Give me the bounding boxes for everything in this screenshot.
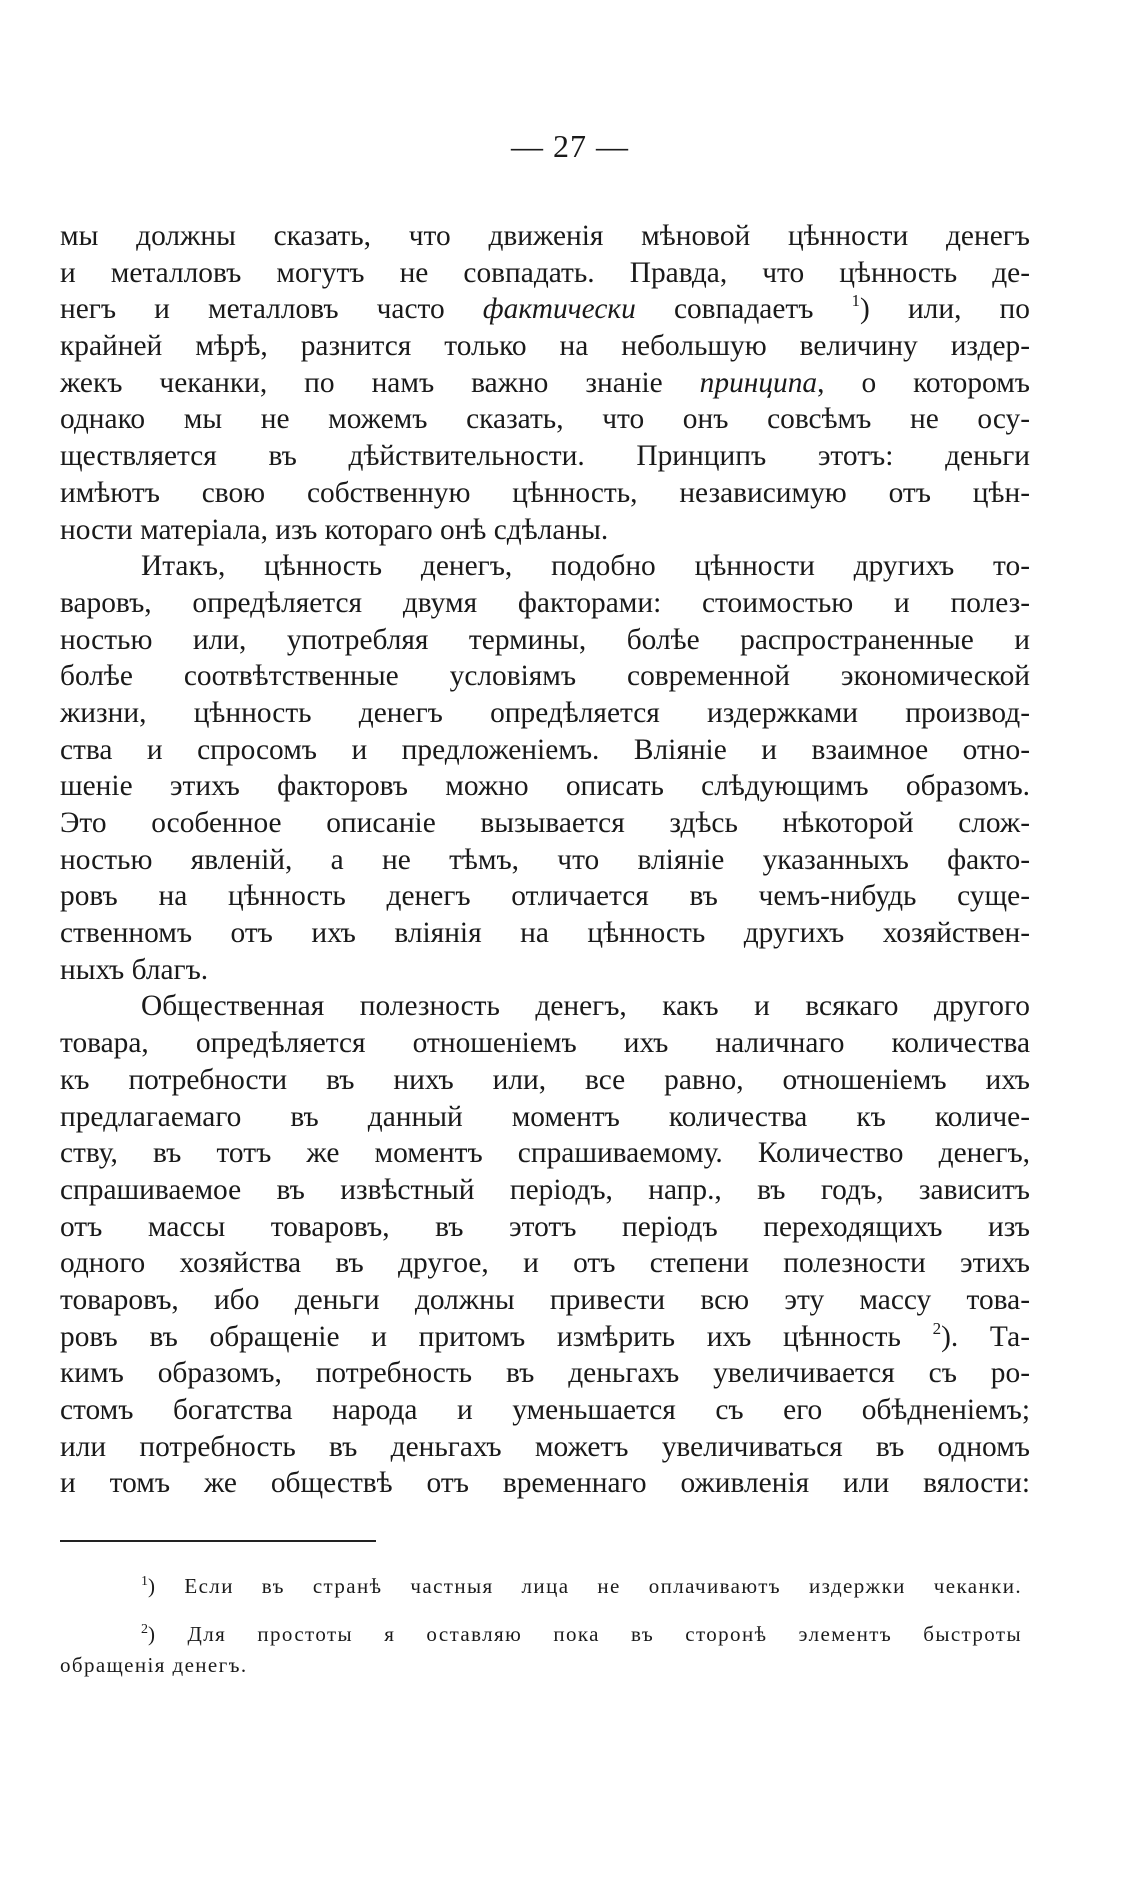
text-fragment: жекъ чеканки, по намъ важно знаніе [60,366,663,399]
footnote-1 [60,1571,1022,1602]
text-line: одного хозяйства въ другое, и отъ степени полезности этихъ [60,1247,1030,1280]
text-line: ностью явленій, а не тѣмъ, что вліяніе указанныхъ факто- [60,843,1030,876]
text-line: кимъ образомъ, потребность въ деньгахъ увеличивается съ ро- [60,1357,1030,1390]
text-fragment: ) или, по [860,293,1030,326]
text-line: Общественная полезность денегъ, какъ и всякаго другого [141,990,1030,1023]
text-fragment: , о которомъ [817,366,1030,399]
text-line: крайней мѣрѣ, разнится только на небольшую величину издер- [60,330,1030,363]
text-line: спрашиваемое въ извѣстный періодъ, напр., въ годъ, зависитъ [60,1173,1030,1206]
footnote-mark: 2 [141,1622,148,1637]
text-fragment: ). Та- [941,1320,1030,1353]
footnote-text: ) Если въ странѣ частныя лица не оплачиваютъ издержки чеканки. [148,1574,1022,1598]
text-line: ства и спросомъ и предложеніемъ. Вліяніе и взаимное отно- [60,733,1030,766]
italic-emphasis: принципа [699,366,818,399]
footnote-divider [60,1540,376,1542]
text-line: однако мы не можемъ сказать, что онъ совсѣмъ не осу- [60,403,1030,436]
text-line: имѣютъ свою собственную цѣнность, независимую отъ цѣн- [60,476,1030,509]
text-fragment: негъ и металловъ часто [60,293,445,326]
footnote-ref-2[interactable]: 2 [932,1318,942,1338]
page-number: — 27 — [511,128,629,164]
text-line: ществляется въ дѣйствительности. Принципъ этотъ: деньги [60,440,1030,473]
text-line: ственномъ отъ ихъ вліянія на цѣнность другихъ хозяйствен- [60,917,1030,950]
text-line: и металловъ могутъ не совпадать. Правда, что цѣнность де- [60,256,1030,289]
text-line: предлагаемаго въ данный моментъ количества къ количе- [60,1100,1030,1133]
text-line: или потребность въ деньгахъ можетъ увеличиваться въ одномъ [60,1430,1030,1463]
footnote-text: ) Для простоты я оставляю пока въ сторонѣ элементъ быстроты [148,1622,1022,1646]
text-line: товаровъ, ибо деньги должны привести всю эту массу това- [60,1283,1030,1316]
text-line: ности матеріала, изъ котораго онѣ сдѣланы. [60,513,609,546]
text-fragment: ровъ въ обращеніе и притомъ измѣрить ихъ цѣнность [60,1320,901,1353]
text-line: ныхъ благъ. [60,953,209,986]
text-line: ровъ на цѣнность денегъ отличается въ чемъ-нибудь суще- [60,880,1030,913]
text-line: товара, опредѣляется отношеніемъ ихъ наличнаго количества [60,1027,1030,1060]
italic-emphasis: фактически [482,293,636,326]
footnotes [60,1571,1022,1681]
text-line: мы должны сказать, что движенія мѣновой цѣнности денегъ [60,220,1030,252]
text-line: Итакъ, цѣнность денегъ, подобно цѣнности другихъ то- [141,550,1030,583]
text-line: ству, въ тотъ же моментъ спрашиваемому. Количество денегъ, [60,1137,1030,1170]
footnote-ref-1[interactable]: 1 [851,291,861,311]
text-line [60,1319,1030,1356]
footnote-mark: 1 [141,1574,148,1589]
footnote-2-continuation: обращенія денегъ. [60,1653,248,1677]
text-line: шеніе этихъ факторовъ можно описать слѣдующимъ образомъ. [60,770,1030,803]
text-line: отъ массы товаровъ, въ этотъ періодъ переходящихъ изъ [60,1210,1030,1243]
text-line [60,291,1030,328]
text-line: ностью или, употребляя термины, болѣе распространенные и [60,623,1030,656]
text-line: и томъ же обществѣ отъ временнаго оживленія или вялости: [60,1467,1030,1500]
text-fragment: совпадаетъ [673,293,814,326]
text-line: болѣе соотвѣтственные условіямъ современной экономической [60,660,1030,693]
main-text [60,218,1030,1502]
text-line: стомъ богатства народа и уменьшается съ его обѣдненіемъ; [60,1394,1030,1426]
footnote-2 [60,1619,1022,1650]
text-line: варовъ, опредѣляется двумя факторами: стоимостью и полез- [60,586,1030,619]
text-line: къ потребности въ нихъ или, все равно, отношеніемъ ихъ [60,1063,1030,1096]
text-line: жизни, цѣнность денегъ опредѣляется издержками производ- [60,696,1030,729]
text-line [60,365,1030,402]
text-line: Это особенное описаніе вызывается здѣсь нѣкоторой слож- [60,807,1030,839]
